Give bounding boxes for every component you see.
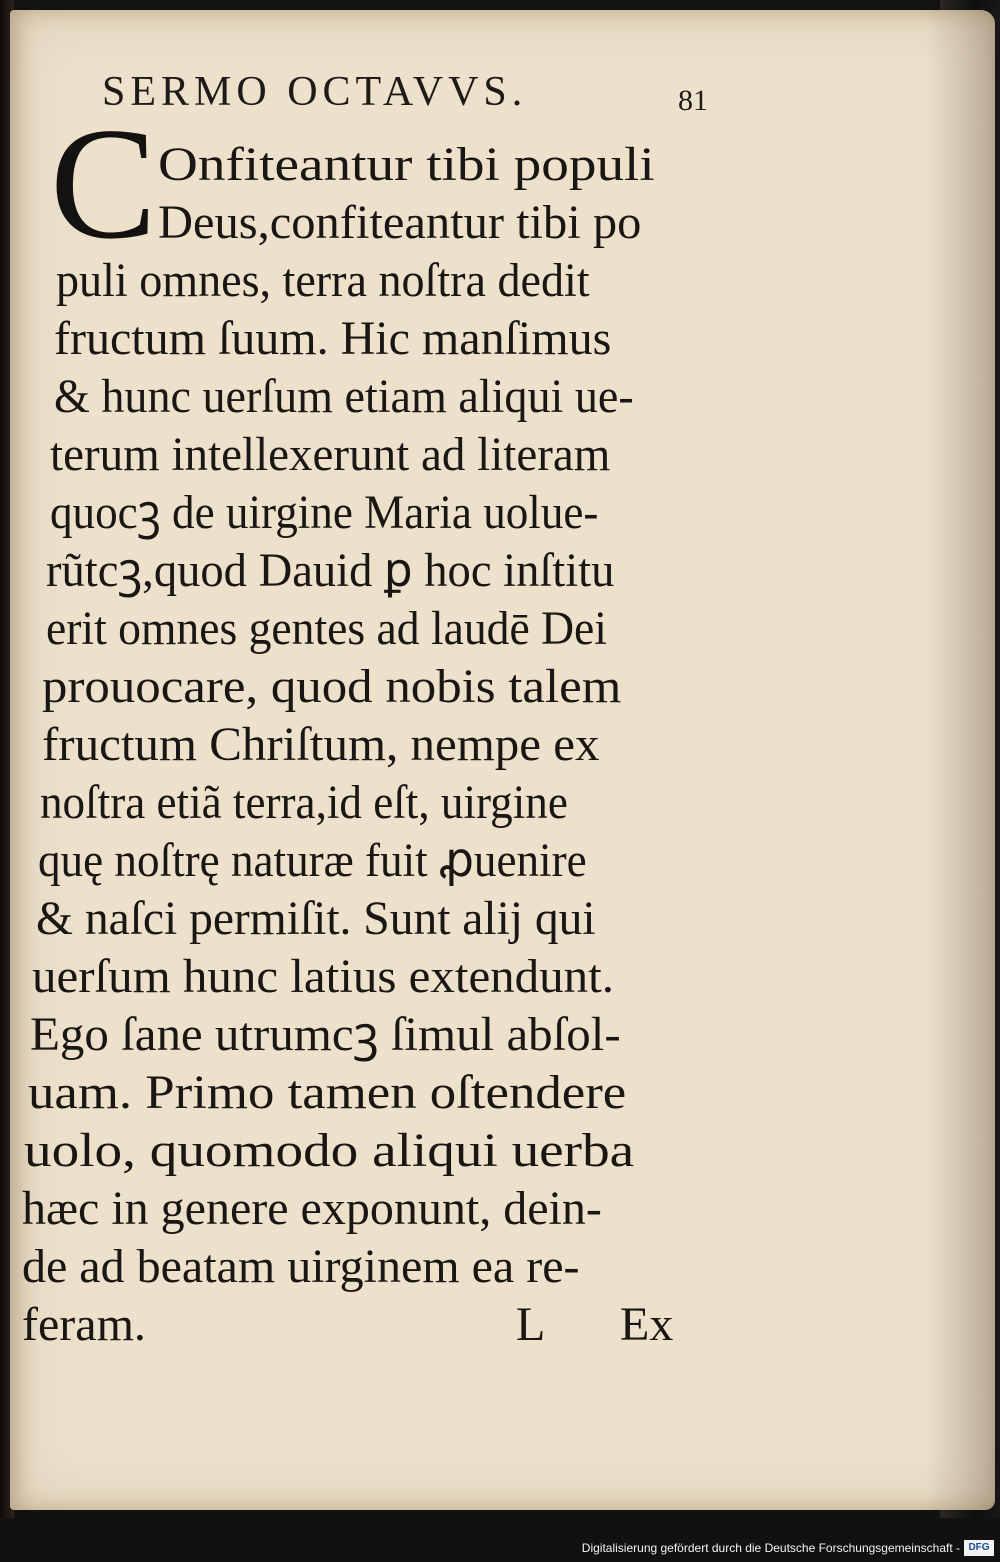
text-line: prouocare, quod nobis talem — [42, 660, 622, 713]
drop-initial: C — [50, 94, 157, 272]
text-line: & hunc uerſum etiam aliqui ue- — [54, 370, 634, 423]
text-line: rũtcꝫ,quod Dauid ꝑ hoc inſtitu — [46, 544, 615, 597]
text-line: erit omnes gentes ad laudē Dei — [46, 602, 607, 655]
text-line: feram. — [22, 1298, 146, 1351]
text-line: uerſum hunc latius extendunt. — [32, 950, 614, 1003]
text-line: de ad beatam uirginem ea re- — [22, 1240, 580, 1293]
text-line: Deus,confiteantur tibi po — [158, 196, 642, 249]
running-head: SERMO OCTAVVS. — [102, 69, 528, 115]
text-line: Ego ſane utrumcꝫ ſimul abſol- — [30, 1008, 621, 1061]
text-line: quocꝫ de uirgine Maria uolue- — [50, 486, 599, 539]
folio-number: 81 — [678, 84, 708, 117]
catchword: Ex — [620, 1298, 674, 1351]
text-line: uam. Primo tamen oſtendere — [28, 1066, 627, 1119]
book-page — [10, 10, 995, 1510]
text-line: puli omnes, terra noſtra dedit — [56, 254, 590, 307]
footer-bar — [0, 1518, 1000, 1562]
text-line: noſtra etiã terra,id eſt, uirgine — [40, 776, 568, 829]
page-shading — [925, 10, 995, 1510]
text-line: fructum Chriſtum, nempe ex — [42, 718, 600, 771]
text-line: hæc in genere exponunt, dein- — [22, 1182, 602, 1235]
text-line: & naſci permiſit. Sunt alij qui — [36, 892, 596, 945]
text-line: uolo, quomodo aliqui uerba — [24, 1124, 635, 1177]
text-line: fructum ſuum. Hic manſimus — [54, 312, 612, 365]
dfg-logo: DFG — [964, 1540, 994, 1556]
signature-mark: L — [516, 1298, 546, 1351]
text-line: quę noſtrę naturæ fuit ꝓuenire — [38, 834, 587, 887]
text-line: terum intellexerunt ad literam — [50, 428, 611, 481]
funding-credit: Digitalisierung gefördert durch die Deutsche Forschungsgemeinschaft - — [581, 1541, 960, 1555]
text-line: Onfiteantur tibi populi — [158, 138, 655, 191]
